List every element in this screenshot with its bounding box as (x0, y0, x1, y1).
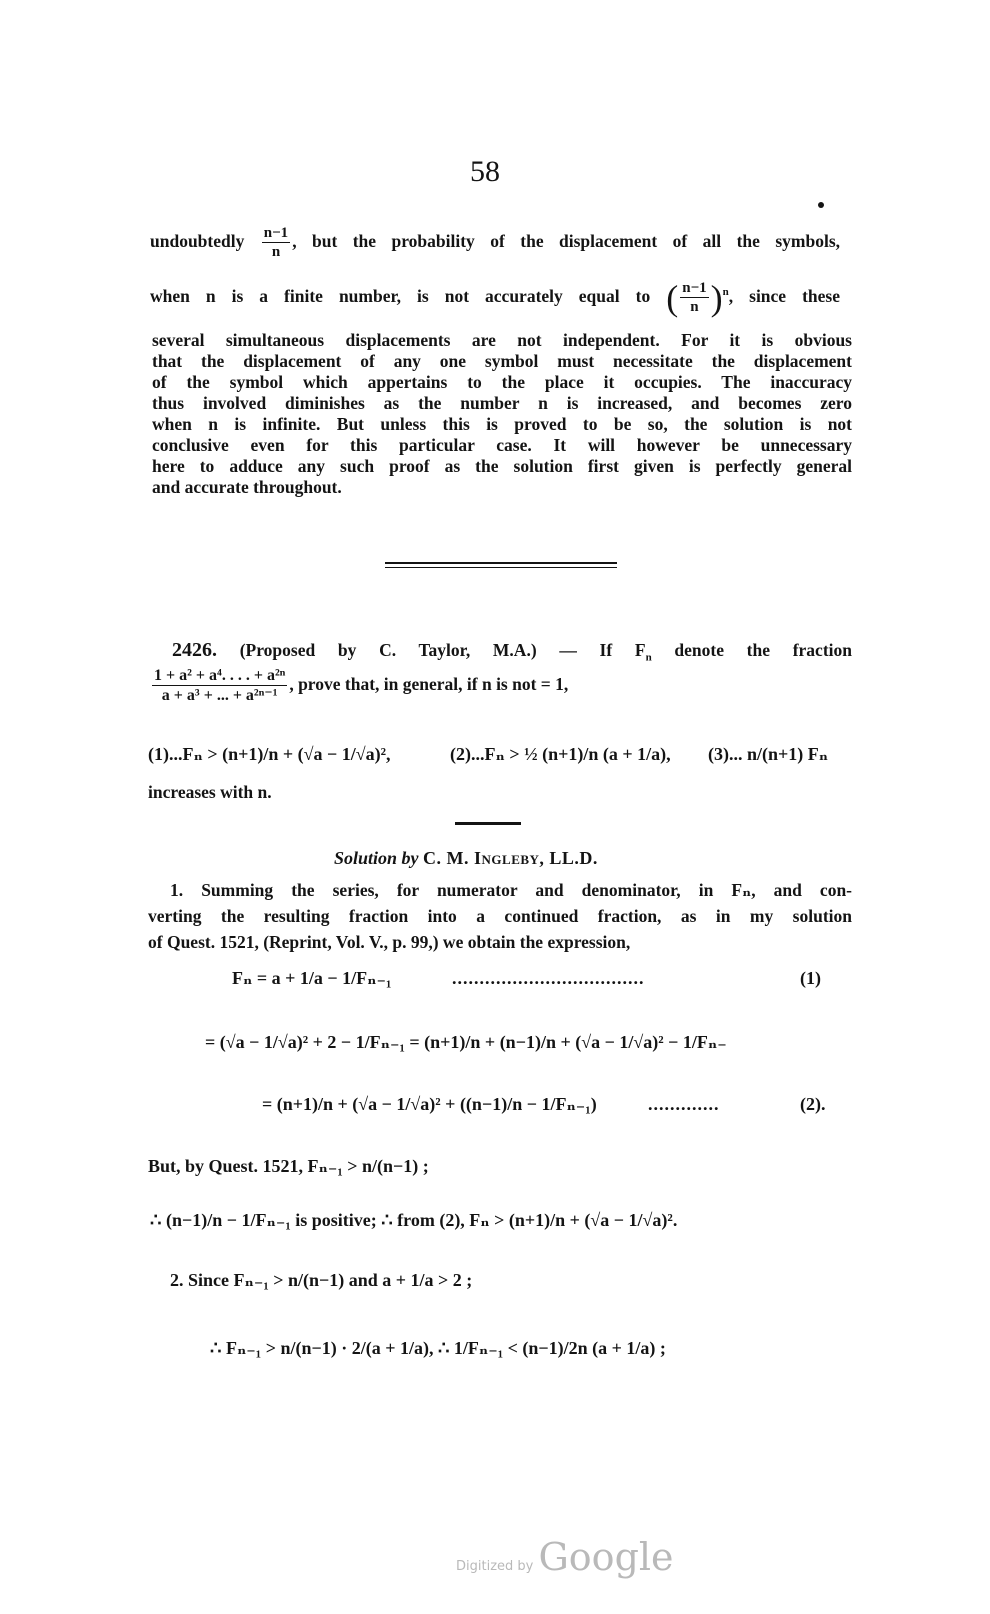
para1-text-line: several simultaneous displacements are not independent. For it is obvious (152, 330, 852, 350)
fraction-denominator: n (690, 299, 699, 315)
inequality-1: (1)...Fₙ > (n+1)/n + (√a − 1/√a)², (148, 744, 391, 764)
exponent: n (722, 286, 729, 299)
para1-text-line: conclusive even for this particular case. It will however be unnecessary (152, 435, 852, 455)
text-segment: , since these (728, 286, 840, 307)
equation-3-leader: ............. (648, 1094, 720, 1114)
therefore-line-1: ∴ (n−1)/n − 1/Fₙ₋₁ is positive; ∴ from (2), Fₙ > (n+1)/n + (√a − 1/√a)². (150, 1210, 678, 1230)
question-number: 2426. (172, 639, 217, 661)
short-divider (455, 822, 521, 825)
para1-text-line: thus involved diminishes as the number n is increased, and becomes zero (152, 393, 852, 413)
question-intro-end: denote the fraction (674, 640, 852, 660)
text-segment: undoubtedly (150, 231, 245, 252)
question-tail: increases with n. (148, 782, 272, 802)
watermark-prefix: Digitized by (456, 1559, 534, 1574)
solution-heading (334, 848, 598, 869)
fraction (152, 668, 287, 704)
question-fraction-line (150, 668, 750, 704)
equation-1-tag: (1) (800, 968, 821, 988)
fraction-numerator: 1 + a² + a⁴. . . . + a²ⁿ (154, 667, 286, 684)
para1-line2: when n is a finite number, is not accurately equal to ( $\frac{n-1}{n}$ )$^n$, since these (150, 278, 840, 318)
solution-text-line: of Quest. 1521, (Reprint, Vol. V., p. 99,) we obtain the expression, (148, 932, 631, 952)
equation-2: = (√a − 1/√a)² + 2 − 1/Fₙ₋₁ = (n+1)/n + (n−1)/n + (√a − 1/√a)² − 1/Fₙ₋ (205, 1032, 727, 1052)
solution-text-line: verting the resulting fraction into a continued fraction, as in my solution (148, 906, 852, 926)
para1-line1 (150, 226, 840, 260)
ink-mark (818, 202, 824, 208)
inequality-3: (3)... n/(n+1) Fₙ (708, 744, 829, 764)
para1-text-line: here to adduce any such proof as the solution first given is perfectly general (152, 456, 852, 476)
inequality-2: (2)...Fₙ > ½ (n+1)/n (a + 1/a), (450, 744, 671, 764)
para1-text-line: that the displacement of any one symbol must necessitate the displacement (152, 351, 852, 371)
section-divider-bottom (385, 567, 617, 568)
page-number: 58 (470, 155, 500, 188)
solution-heading-prefix: Solution by (334, 848, 419, 868)
fraction-numerator: n−1 (263, 225, 289, 241)
para1-text-line: when n is infinite. But unless this is proved to be so, the solution is not (152, 414, 852, 434)
but-line: But, by Quest. 1521, Fₙ₋₁ > n/(n−1) ; (148, 1156, 429, 1176)
since-line-2: 2. Since Fₙ₋₁ > n/(n−1) and a + 1/a > 2 ; (170, 1270, 473, 1290)
fraction-denominator: a + a³ + ... + a²ⁿ⁻¹ (161, 687, 278, 704)
equation-1-leader: ................................... (452, 968, 645, 988)
fraction (680, 281, 708, 315)
equation-3-tag: (2). (800, 1094, 826, 1114)
text-segment: when n is a finite number, is not accurately equal to (150, 286, 651, 307)
watermark-logo: Google (538, 1535, 674, 1579)
subscript: n (645, 651, 652, 664)
equation-1: Fₙ = a + 1/a − 1/Fₙ₋₁ (232, 968, 392, 988)
question-intro: (Proposed by C. Taylor, M.A.) — If F (239, 640, 646, 660)
para1-text-line: of the symbol which appertains to the place it occupies. The inaccuracy (152, 372, 852, 392)
fraction-denominator: n (271, 244, 281, 260)
text-segment: , but the probability of the displacement of all the symbols, (292, 231, 840, 252)
question-line1 (172, 640, 852, 669)
para1-text-line: and accurate throughout. (152, 477, 342, 497)
question-condition: , prove that, in general, if n is not = 1, (289, 674, 569, 695)
digitized-watermark (456, 1535, 674, 1579)
fraction (262, 226, 290, 260)
solution-text-line: 1. Summing the series, for numerator and denominator, in Fₙ, and con- (170, 880, 852, 900)
equation-3: = (n+1)/n + (√a − 1/√a)² + ((n−1)/n − 1/Fₙ₋₁) (262, 1094, 597, 1114)
section-divider-top (385, 562, 617, 564)
therefore-line-2: ∴ Fₙ₋₁ > n/(n−1) · 2/(a + 1/a), ∴ 1/Fₙ₋₁ < (n−1)/2n (a + 1/a) ; (210, 1338, 666, 1358)
fraction-numerator: n−1 (682, 280, 707, 296)
solution-author: C. M. Ingleby, LL.D. (423, 848, 598, 868)
